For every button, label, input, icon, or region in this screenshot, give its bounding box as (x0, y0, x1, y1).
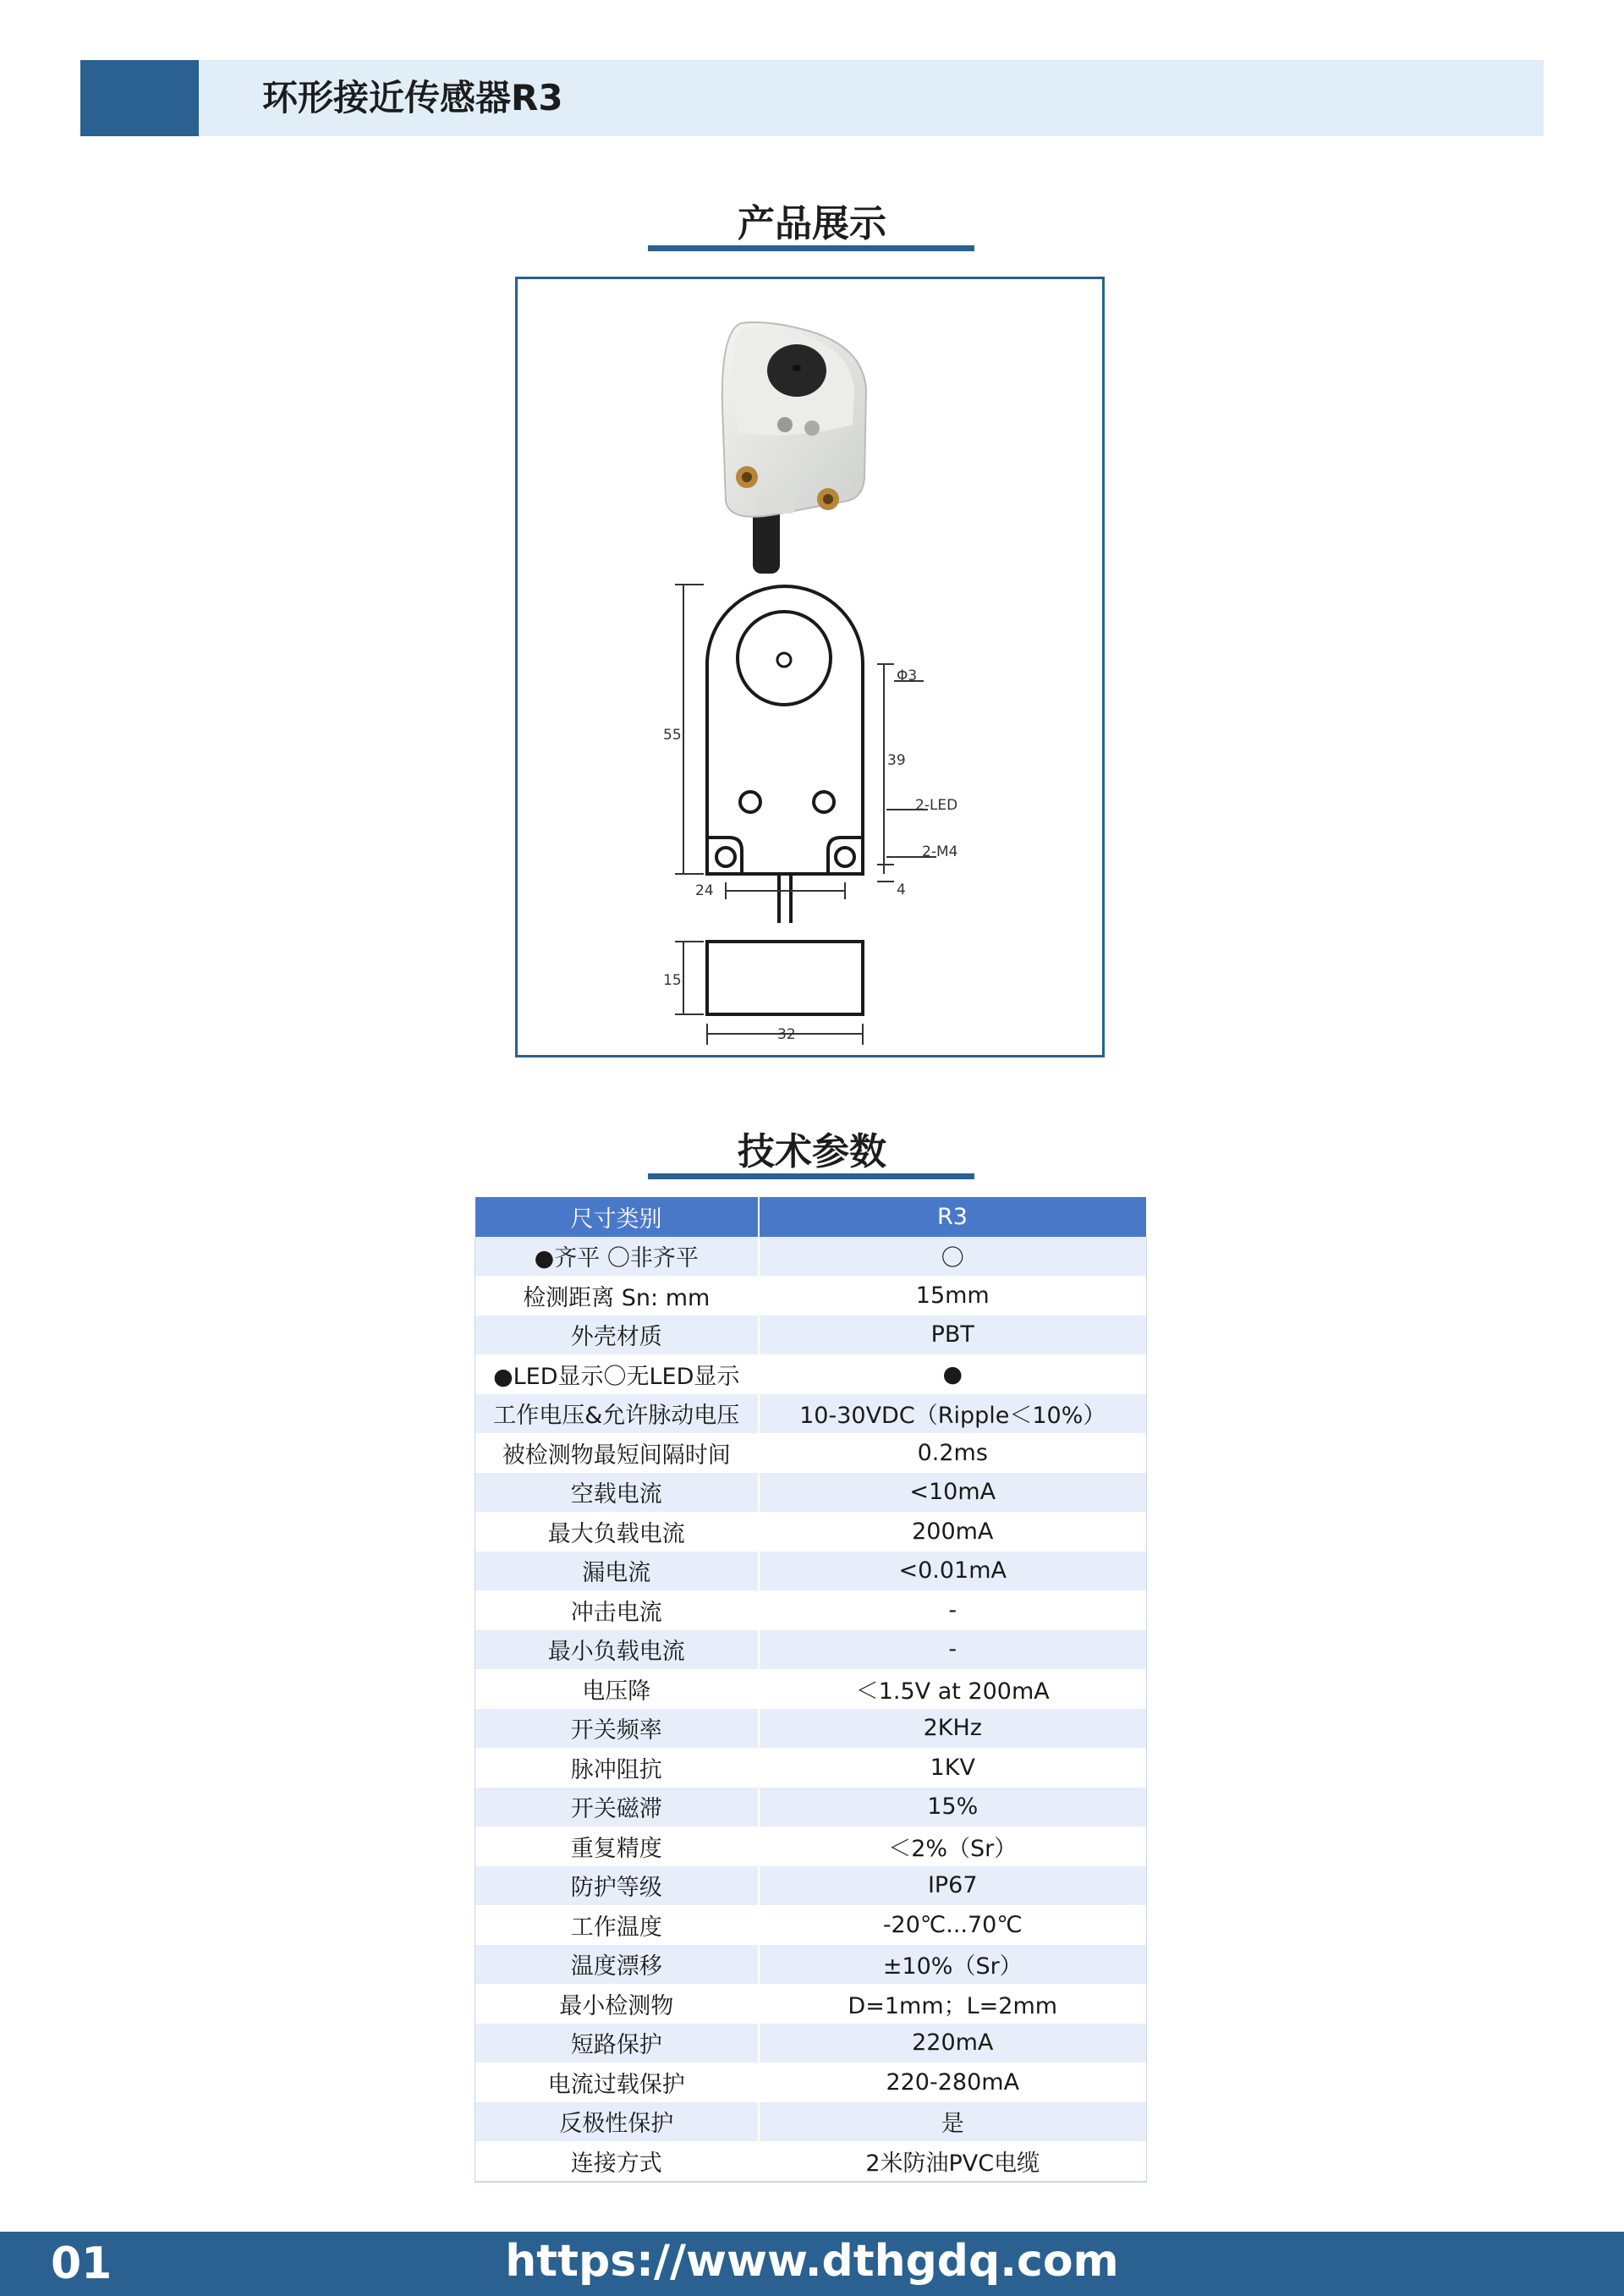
page-title: 环形接近传感器R3 (262, 77, 563, 118)
table-row (475, 1590, 1147, 1630)
spec-label-cell: 电压降 (475, 1669, 759, 1709)
spec-value-cell: ● (759, 1354, 1147, 1394)
table-row (475, 1669, 1147, 1709)
spec-value-cell: 15mm (759, 1276, 1147, 1316)
table-row (475, 1433, 1147, 1473)
dim-height-label: 55 (663, 727, 682, 744)
spec-value-cell: 0.2ms (759, 1433, 1147, 1473)
product-display-frame (515, 277, 1105, 1057)
spec-header-label: 尺寸类别 (475, 1197, 759, 1237)
spec-label-cell: 检测距离 Sn: mm (475, 1276, 759, 1316)
technical-drawing (518, 279, 1102, 1055)
spec-label-cell: 温度漂移 (475, 1945, 759, 1985)
spec-value-cell: ±10%（Sr） (759, 1945, 1147, 1985)
spec-label-cell: 工作电压&允许脉动电压 (475, 1394, 759, 1434)
spec-label-cell: 被检测物最短间隔时间 (475, 1433, 759, 1473)
spec-table-body (475, 1237, 1147, 2182)
dim-depth-label: 15 (663, 972, 682, 989)
spec-value-cell: <10mA (759, 1473, 1147, 1513)
table-row (475, 1905, 1147, 1945)
spec-value-cell: - (759, 1630, 1147, 1670)
table-row (475, 1512, 1147, 1552)
spec-label-cell: ●LED显示〇无LED显示 (475, 1354, 759, 1394)
spec-label-cell: ●齐平 〇非齐平 (475, 1237, 759, 1277)
dim-offset-label: 4 (897, 882, 906, 898)
spec-table (475, 1197, 1148, 2183)
dim-length-label: 32 (777, 1026, 796, 1043)
spec-label-cell: 最大负载电流 (475, 1512, 759, 1552)
product-section-underline (648, 245, 974, 251)
spec-label-cell: 最小负载电流 (475, 1630, 759, 1670)
website-url[interactable]: https://www.dthgdq.com (505, 2236, 1119, 2287)
table-row (475, 1237, 1147, 1277)
spec-label-cell: 外壳材质 (475, 1316, 759, 1355)
spec-label-cell: 开关磁滞 (475, 1788, 759, 1827)
spec-value-cell: 〇 (759, 1237, 1147, 1277)
table-row (475, 1788, 1147, 1827)
spec-value-cell: 10-30VDC（Ripple＜10%） (759, 1394, 1147, 1434)
spec-section-title: 技术参数 (738, 1130, 886, 1173)
table-row (475, 2141, 1147, 2182)
spec-section-underline (648, 1173, 974, 1179)
header-accent-block (80, 60, 199, 136)
table-row (475, 2063, 1147, 2102)
table-row (475, 2024, 1147, 2063)
header-bar (80, 60, 1544, 136)
dim-mount-label: 2-M4 (922, 843, 958, 860)
table-row (475, 1826, 1147, 1866)
dim-led-label: 2-LED (915, 797, 958, 814)
spec-label-cell: 连接方式 (475, 2141, 759, 2182)
dim-width-label: 24 (695, 882, 714, 899)
dim-center-label: 39 (887, 752, 906, 769)
spec-value-cell: ＜1.5V at 200mA (759, 1669, 1147, 1709)
spec-label-cell: 漏电流 (475, 1552, 759, 1591)
side-view-rect (707, 942, 863, 1014)
spec-value-cell: -20℃...70℃ (759, 1905, 1147, 1945)
table-row (475, 1552, 1147, 1591)
spec-label-cell: 最小检测物 (475, 1984, 759, 2024)
spec-label-cell: 脉冲阻抗 (475, 1748, 759, 1788)
table-row (475, 1984, 1147, 2024)
spec-label-cell: 电流过载保护 (475, 2063, 759, 2102)
product-section-title: 产品展示 (738, 202, 886, 245)
spec-header-value: R3 (759, 1197, 1147, 1237)
spec-value-cell: 200mA (759, 1512, 1147, 1552)
table-row (475, 1394, 1147, 1434)
dim-hole-label: Φ3 (897, 667, 918, 684)
spec-label-cell: 重复精度 (475, 1826, 759, 1866)
table-row (475, 1316, 1147, 1355)
spec-value-cell: - (759, 1590, 1147, 1630)
table-row (475, 2102, 1147, 2142)
footer-bar (0, 2232, 1624, 2296)
table-row (475, 1276, 1147, 1316)
spec-label-cell: 防护等级 (475, 1866, 759, 1906)
table-row (475, 1354, 1147, 1394)
spec-label-cell: 短路保护 (475, 2024, 759, 2063)
page-number: 01 (51, 2238, 112, 2289)
sensing-face-circle (738, 612, 831, 705)
spec-label-cell: 冲击电流 (475, 1590, 759, 1630)
spec-value-cell: 2KHz (759, 1709, 1147, 1749)
table-row (475, 1630, 1147, 1670)
spec-value-cell: ＜2%（Sr） (759, 1826, 1147, 1866)
spec-value-cell: 2米防油PVC电缆 (759, 2141, 1147, 2182)
spec-value-cell: 220-280mA (759, 2063, 1147, 2102)
spec-label-cell: 反极性保护 (475, 2102, 759, 2142)
spec-value-cell: 15% (759, 1788, 1147, 1827)
spec-value-cell: D=1mm；L=2mm (759, 1984, 1147, 2024)
spec-label-cell: 工作温度 (475, 1905, 759, 1945)
body-outline (707, 586, 863, 874)
spec-value-cell: 是 (759, 2102, 1147, 2142)
table-row (475, 1709, 1147, 1749)
spec-value-cell: PBT (759, 1316, 1147, 1355)
table-row (475, 1945, 1147, 1985)
spec-value-cell: 220mA (759, 2024, 1147, 2063)
spec-label-cell: 开关频率 (475, 1709, 759, 1749)
table-row (475, 1748, 1147, 1788)
table-row (475, 1866, 1147, 1906)
table-row (475, 1473, 1147, 1513)
spec-value-cell: 1KV (759, 1748, 1147, 1788)
spec-value-cell: IP67 (759, 1866, 1147, 1906)
spec-table-header-row (475, 1197, 1147, 1237)
spec-label-cell: 空载电流 (475, 1473, 759, 1513)
spec-value-cell: <0.01mA (759, 1552, 1147, 1591)
